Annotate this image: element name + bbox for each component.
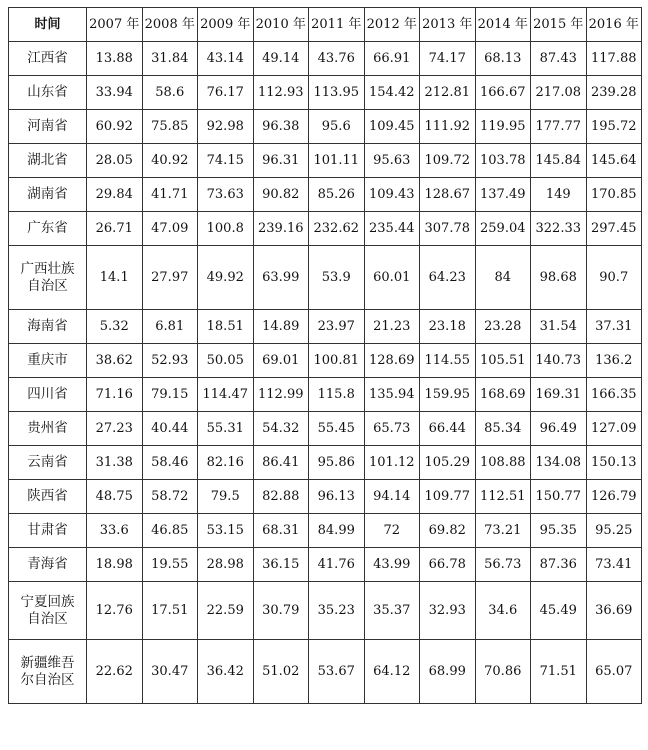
- value-cell: 150.77: [531, 480, 587, 514]
- value-cell: 117.88: [586, 42, 642, 76]
- value-cell: 63.99: [253, 246, 309, 310]
- value-cell: 69.01: [253, 344, 309, 378]
- value-cell: 64.23: [420, 246, 476, 310]
- table-header: [9, 8, 642, 42]
- value-cell: 95.86: [309, 446, 365, 480]
- value-cell: 45.49: [531, 582, 587, 640]
- value-cell: 82.88: [253, 480, 309, 514]
- value-cell: 322.33: [531, 212, 587, 246]
- value-cell: 55.31: [198, 412, 254, 446]
- value-cell: 53.15: [198, 514, 254, 548]
- value-cell: 149: [531, 178, 587, 212]
- value-cell: 96.31: [253, 144, 309, 178]
- value-cell: 76.17: [198, 76, 254, 110]
- year-header: 2016 年: [586, 8, 642, 42]
- value-cell: 73.41: [586, 548, 642, 582]
- value-cell: 95.25: [586, 514, 642, 548]
- value-cell: 114.47: [198, 378, 254, 412]
- value-cell: 170.85: [586, 178, 642, 212]
- value-cell: 60.92: [87, 110, 143, 144]
- value-cell: 40.92: [142, 144, 198, 178]
- region-cell: 新疆维吾 尔自治区: [9, 640, 87, 704]
- value-cell: 100.8: [198, 212, 254, 246]
- value-cell: 50.05: [198, 344, 254, 378]
- value-cell: 22.62: [87, 640, 143, 704]
- year-header: 2008 年: [142, 8, 198, 42]
- value-cell: 55.45: [309, 412, 365, 446]
- table-row: [9, 582, 642, 640]
- region-cell: 江西省: [9, 42, 87, 76]
- value-cell: 235.44: [364, 212, 420, 246]
- value-cell: 41.76: [309, 548, 365, 582]
- value-cell: 64.12: [364, 640, 420, 704]
- value-cell: 6.81: [142, 310, 198, 344]
- value-cell: 43.99: [364, 548, 420, 582]
- value-cell: 13.88: [87, 42, 143, 76]
- value-cell: 119.95: [475, 110, 531, 144]
- table-row: [9, 246, 642, 310]
- value-cell: 92.98: [198, 110, 254, 144]
- value-cell: 145.64: [586, 144, 642, 178]
- value-cell: 36.69: [586, 582, 642, 640]
- data-table: [8, 7, 642, 704]
- value-cell: 27.23: [87, 412, 143, 446]
- table-row: [9, 480, 642, 514]
- year-header: 2014 年: [475, 8, 531, 42]
- table-row: [9, 144, 642, 178]
- value-cell: 82.16: [198, 446, 254, 480]
- value-cell: 96.49: [531, 412, 587, 446]
- value-cell: 307.78: [420, 212, 476, 246]
- value-cell: 23.28: [475, 310, 531, 344]
- value-cell: 35.23: [309, 582, 365, 640]
- table-row: [9, 344, 642, 378]
- table-row: [9, 514, 642, 548]
- value-cell: 34.6: [475, 582, 531, 640]
- value-cell: 58.6: [142, 76, 198, 110]
- value-cell: 95.63: [364, 144, 420, 178]
- value-cell: 84.99: [309, 514, 365, 548]
- table-row: [9, 178, 642, 212]
- value-cell: 166.67: [475, 76, 531, 110]
- value-cell: 58.46: [142, 446, 198, 480]
- value-cell: 18.98: [87, 548, 143, 582]
- value-cell: 66.44: [420, 412, 476, 446]
- value-cell: 65.73: [364, 412, 420, 446]
- value-cell: 73.21: [475, 514, 531, 548]
- year-header: 2015 年: [531, 8, 587, 42]
- value-cell: 68.13: [475, 42, 531, 76]
- value-cell: 47.09: [142, 212, 198, 246]
- region-cell: 青海省: [9, 548, 87, 582]
- value-cell: 66.78: [420, 548, 476, 582]
- value-cell: 30.79: [253, 582, 309, 640]
- value-cell: 166.35: [586, 378, 642, 412]
- value-cell: 85.34: [475, 412, 531, 446]
- table-row: [9, 446, 642, 480]
- value-cell: 14.1: [87, 246, 143, 310]
- value-cell: 32.93: [420, 582, 476, 640]
- value-cell: 28.98: [198, 548, 254, 582]
- value-cell: 60.01: [364, 246, 420, 310]
- value-cell: 5.32: [87, 310, 143, 344]
- value-cell: 177.77: [531, 110, 587, 144]
- value-cell: 135.94: [364, 378, 420, 412]
- value-cell: 41.71: [142, 178, 198, 212]
- region-cell: 山东省: [9, 76, 87, 110]
- value-cell: 217.08: [531, 76, 587, 110]
- year-header: 2011 年: [309, 8, 365, 42]
- value-cell: 127.09: [586, 412, 642, 446]
- region-cell: 海南省: [9, 310, 87, 344]
- value-cell: 29.84: [87, 178, 143, 212]
- value-cell: 17.51: [142, 582, 198, 640]
- year-header: 2009 年: [198, 8, 254, 42]
- table-row: [9, 310, 642, 344]
- value-cell: 95.35: [531, 514, 587, 548]
- value-cell: 112.93: [253, 76, 309, 110]
- value-cell: 109.77: [420, 480, 476, 514]
- value-cell: 95.6: [309, 110, 365, 144]
- table-row: [9, 42, 642, 76]
- value-cell: 66.91: [364, 42, 420, 76]
- value-cell: 112.99: [253, 378, 309, 412]
- value-cell: 137.49: [475, 178, 531, 212]
- value-cell: 33.6: [87, 514, 143, 548]
- value-cell: 35.37: [364, 582, 420, 640]
- region-cell: 重庆市: [9, 344, 87, 378]
- value-cell: 58.72: [142, 480, 198, 514]
- value-cell: 52.93: [142, 344, 198, 378]
- value-cell: 56.73: [475, 548, 531, 582]
- value-cell: 21.23: [364, 310, 420, 344]
- value-cell: 40.44: [142, 412, 198, 446]
- value-cell: 51.02: [253, 640, 309, 704]
- value-cell: 53.9: [309, 246, 365, 310]
- value-cell: 36.15: [253, 548, 309, 582]
- value-cell: 43.76: [309, 42, 365, 76]
- value-cell: 168.69: [475, 378, 531, 412]
- value-cell: 109.45: [364, 110, 420, 144]
- value-cell: 73.63: [198, 178, 254, 212]
- value-cell: 109.72: [420, 144, 476, 178]
- value-cell: 53.67: [309, 640, 365, 704]
- value-cell: 108.88: [475, 446, 531, 480]
- region-cell: 云南省: [9, 446, 87, 480]
- table-row: [9, 212, 642, 246]
- value-cell: 159.95: [420, 378, 476, 412]
- value-cell: 71.16: [87, 378, 143, 412]
- value-cell: 19.55: [142, 548, 198, 582]
- value-cell: 134.08: [531, 446, 587, 480]
- table-row: [9, 378, 642, 412]
- header-row: [9, 8, 642, 42]
- value-cell: 239.28: [586, 76, 642, 110]
- value-cell: 111.92: [420, 110, 476, 144]
- table-row: [9, 548, 642, 582]
- value-cell: 79.5: [198, 480, 254, 514]
- value-cell: 128.69: [364, 344, 420, 378]
- value-cell: 84: [475, 246, 531, 310]
- value-cell: 100.81: [309, 344, 365, 378]
- region-cell: 河南省: [9, 110, 87, 144]
- value-cell: 65.07: [586, 640, 642, 704]
- value-cell: 109.43: [364, 178, 420, 212]
- year-header: 2012 年: [364, 8, 420, 42]
- value-cell: 239.16: [253, 212, 309, 246]
- value-cell: 232.62: [309, 212, 365, 246]
- region-cell: 湖北省: [9, 144, 87, 178]
- value-cell: 101.12: [364, 446, 420, 480]
- table-row: [9, 412, 642, 446]
- table-row: [9, 76, 642, 110]
- value-cell: 75.85: [142, 110, 198, 144]
- value-cell: 23.18: [420, 310, 476, 344]
- value-cell: 98.68: [531, 246, 587, 310]
- value-cell: 145.84: [531, 144, 587, 178]
- value-cell: 23.97: [309, 310, 365, 344]
- value-cell: 48.75: [87, 480, 143, 514]
- value-cell: 105.29: [420, 446, 476, 480]
- value-cell: 26.71: [87, 212, 143, 246]
- value-cell: 195.72: [586, 110, 642, 144]
- value-cell: 14.89: [253, 310, 309, 344]
- value-cell: 12.76: [87, 582, 143, 640]
- value-cell: 140.73: [531, 344, 587, 378]
- value-cell: 36.42: [198, 640, 254, 704]
- value-cell: 30.47: [142, 640, 198, 704]
- value-cell: 79.15: [142, 378, 198, 412]
- value-cell: 68.31: [253, 514, 309, 548]
- year-header: 2007 年: [87, 8, 143, 42]
- value-cell: 74.15: [198, 144, 254, 178]
- value-cell: 38.62: [87, 344, 143, 378]
- value-cell: 154.42: [364, 76, 420, 110]
- value-cell: 33.94: [87, 76, 143, 110]
- value-cell: 128.67: [420, 178, 476, 212]
- value-cell: 87.36: [531, 548, 587, 582]
- value-cell: 49.92: [198, 246, 254, 310]
- value-cell: 90.7: [586, 246, 642, 310]
- region-cell: 广西壮族 自治区: [9, 246, 87, 310]
- value-cell: 114.55: [420, 344, 476, 378]
- value-cell: 87.43: [531, 42, 587, 76]
- value-cell: 105.51: [475, 344, 531, 378]
- year-header: 2013 年: [420, 8, 476, 42]
- value-cell: 297.45: [586, 212, 642, 246]
- value-cell: 136.2: [586, 344, 642, 378]
- corner-header: 时间: [9, 8, 87, 42]
- value-cell: 28.05: [87, 144, 143, 178]
- value-cell: 112.51: [475, 480, 531, 514]
- value-cell: 101.11: [309, 144, 365, 178]
- value-cell: 18.51: [198, 310, 254, 344]
- value-cell: 90.82: [253, 178, 309, 212]
- value-cell: 85.26: [309, 178, 365, 212]
- value-cell: 115.8: [309, 378, 365, 412]
- value-cell: 212.81: [420, 76, 476, 110]
- value-cell: 96.13: [309, 480, 365, 514]
- value-cell: 70.86: [475, 640, 531, 704]
- year-header: 2010 年: [253, 8, 309, 42]
- value-cell: 74.17: [420, 42, 476, 76]
- value-cell: 46.85: [142, 514, 198, 548]
- value-cell: 71.51: [531, 640, 587, 704]
- value-cell: 126.79: [586, 480, 642, 514]
- value-cell: 27.97: [142, 246, 198, 310]
- region-cell: 陕西省: [9, 480, 87, 514]
- region-cell: 四川省: [9, 378, 87, 412]
- value-cell: 259.04: [475, 212, 531, 246]
- value-cell: 22.59: [198, 582, 254, 640]
- table-row: [9, 640, 642, 704]
- value-cell: 31.38: [87, 446, 143, 480]
- value-cell: 72: [364, 514, 420, 548]
- region-cell: 湖南省: [9, 178, 87, 212]
- value-cell: 43.14: [198, 42, 254, 76]
- value-cell: 169.31: [531, 378, 587, 412]
- value-cell: 94.14: [364, 480, 420, 514]
- region-cell: 宁夏回族 自治区: [9, 582, 87, 640]
- region-cell: 贵州省: [9, 412, 87, 446]
- value-cell: 103.78: [475, 144, 531, 178]
- value-cell: 113.95: [309, 76, 365, 110]
- value-cell: 96.38: [253, 110, 309, 144]
- value-cell: 49.14: [253, 42, 309, 76]
- value-cell: 150.13: [586, 446, 642, 480]
- value-cell: 31.54: [531, 310, 587, 344]
- region-cell: 广东省: [9, 212, 87, 246]
- table-body: [9, 42, 642, 704]
- value-cell: 68.99: [420, 640, 476, 704]
- value-cell: 37.31: [586, 310, 642, 344]
- region-cell: 甘肃省: [9, 514, 87, 548]
- value-cell: 31.84: [142, 42, 198, 76]
- value-cell: 86.41: [253, 446, 309, 480]
- value-cell: 54.32: [253, 412, 309, 446]
- table-row: [9, 110, 642, 144]
- value-cell: 69.82: [420, 514, 476, 548]
